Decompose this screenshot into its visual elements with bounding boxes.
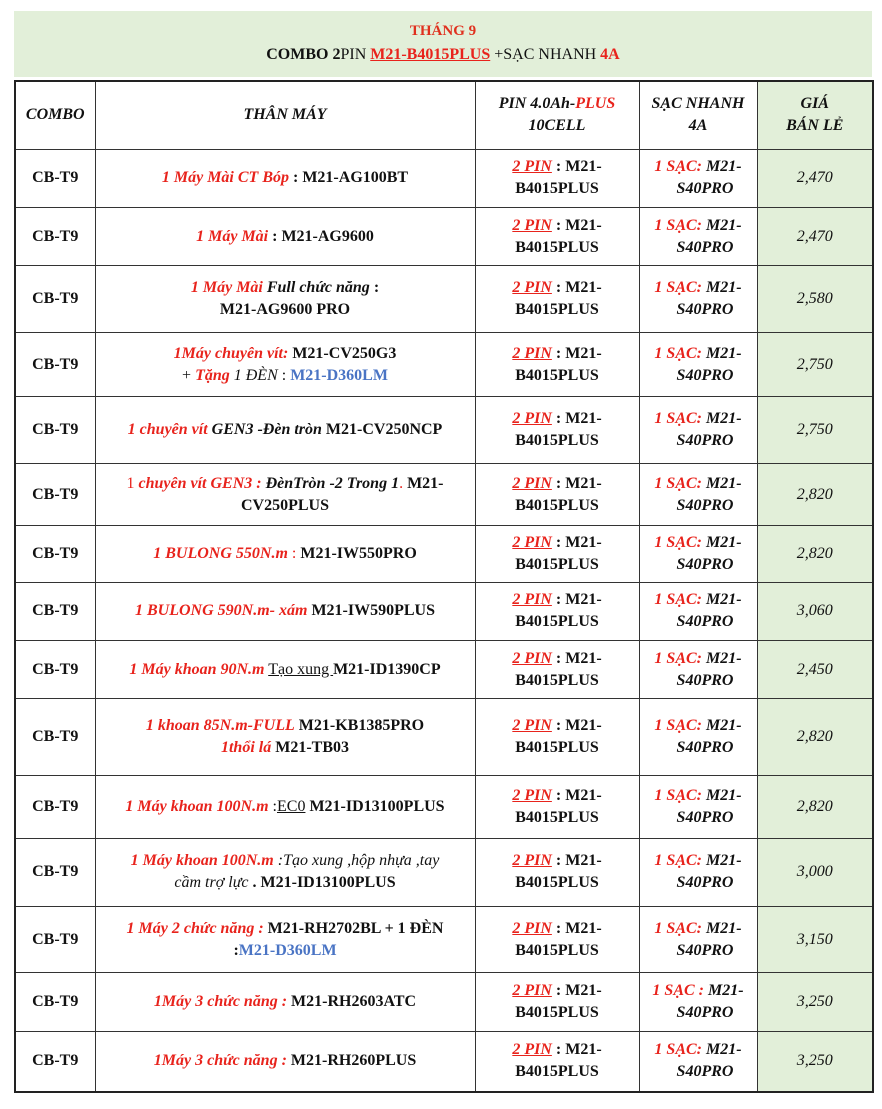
retail-price: 2,820	[757, 526, 873, 582]
battery-spec: 2 PIN : M21- B4015PLUS	[475, 207, 639, 265]
tool-body: 1Máy chuyên vít: M21-CV250G3 + Tặng 1 ĐÈN : M21-D360LM	[95, 332, 475, 396]
combo-code: CB-T9	[15, 397, 95, 463]
charger-spec: 1 SẠC: M21- S40PRO	[639, 582, 757, 640]
table-row	[15, 526, 873, 582]
battery-spec: 2 PIN : M21- B4015PLUS	[475, 776, 639, 838]
combo-code: CB-T9	[15, 582, 95, 640]
battery-spec: 2 PIN : M21- B4015PLUS	[475, 582, 639, 640]
charger-spec: 1 SẠC: M21- S40PRO	[639, 526, 757, 582]
table-row	[15, 582, 873, 640]
tool-body: 1 BULONG 590N.m- xám M21-IW590PLUS	[95, 582, 475, 640]
table-row	[15, 907, 873, 973]
tool-body: 1 Máy khoan 100N.m :EC0 M21-ID13100PLUS	[95, 776, 475, 838]
combo-code: CB-T9	[15, 973, 95, 1031]
combo-code: CB-T9	[15, 526, 95, 582]
combo-code: CB-T9	[15, 463, 95, 525]
tool-body: 1 Máy khoan 100N.m :Tạo xung ,hộp nhựa ,tay cầm trợ lực . M21-ID13100PLUS	[95, 838, 475, 907]
charger-amp: 4A	[600, 46, 620, 63]
combo-code: CB-T9	[15, 776, 95, 838]
header-row	[15, 81, 873, 149]
tool-body: 1 Máy Mài CT Bóp : M21-AG100BT	[95, 149, 475, 207]
table-row	[15, 207, 873, 265]
table-row	[15, 266, 873, 332]
retail-price: 2,470	[757, 207, 873, 265]
retail-price: 2,450	[757, 641, 873, 699]
battery-spec: 2 PIN : M21- B4015PLUS	[475, 332, 639, 396]
battery-spec: 2 PIN : M21- B4015PLUS	[475, 266, 639, 332]
charger-spec: 1 SẠC: M21- S40PRO	[639, 907, 757, 973]
battery-spec: 2 PIN : M21- B4015PLUS	[475, 907, 639, 973]
retail-price: 2,470	[757, 149, 873, 207]
battery-spec: 2 PIN : M21- B4015PLUS	[475, 149, 639, 207]
retail-price: 2,580	[757, 266, 873, 332]
charger-spec: 1 SẠC: M21- S40PRO	[639, 332, 757, 396]
table-row	[15, 973, 873, 1031]
combo-subtitle	[14, 46, 872, 64]
charger-spec: 1 SẠC: M21- S40PRO	[639, 641, 757, 699]
combo-code: CB-T9	[15, 332, 95, 396]
charger-spec: 1 SẠC: M21- S40PRO	[639, 149, 757, 207]
tool-body: 1Máy 3 chức năng : M21-RH2603ATC	[95, 973, 475, 1031]
table-row	[15, 463, 873, 525]
retail-price: 2,820	[757, 776, 873, 838]
month-title: THÁNG 9	[409, 23, 477, 39]
charger-spec: 1 SẠC : M21- S40PRO	[639, 973, 757, 1031]
battery-spec: 2 PIN : M21- B4015PLUS	[475, 699, 639, 776]
title-banner	[14, 11, 872, 77]
charger-text: +SẠC NHANH	[494, 46, 597, 63]
battery-model: M21-B4015PLUS	[370, 46, 491, 63]
battery-spec: 2 PIN : M21- B4015PLUS	[475, 397, 639, 463]
table-row	[15, 1031, 873, 1092]
combo-code: CB-T9	[15, 699, 95, 776]
combo-code: CB-T9	[15, 207, 95, 265]
retail-price: 2,820	[757, 463, 873, 525]
col-charger: SẠC NHANH 4A	[639, 81, 757, 149]
table-row	[15, 397, 873, 463]
tool-body: 1 khoan 85N.m-FULL M21-KB1385PRO 1thổi lá M21-TB03	[95, 699, 475, 776]
retail-price: 3,250	[757, 1031, 873, 1092]
col-combo: COMBO	[15, 81, 95, 149]
battery-spec: 2 PIN : M21- B4015PLUS	[475, 641, 639, 699]
col-pin: PIN 4.0Ah-PLUS 10CELL	[475, 81, 639, 149]
charger-spec: 1 SẠC: M21- S40PRO	[639, 207, 757, 265]
tool-body: 1 BULONG 550N.m : M21-IW550PRO	[95, 526, 475, 582]
battery-spec: 2 PIN : M21- B4015PLUS	[475, 1031, 639, 1092]
col-price: GIÁ BÁN LẺ	[757, 81, 873, 149]
charger-spec: 1 SẠC: M21- S40PRO	[639, 699, 757, 776]
battery-spec: 2 PIN : M21- B4015PLUS	[475, 838, 639, 907]
battery-spec: 2 PIN : M21- B4015PLUS	[475, 973, 639, 1031]
combo-code: CB-T9	[15, 907, 95, 973]
combo-word: PIN	[340, 46, 367, 63]
combo-code: CB-T9	[15, 266, 95, 332]
charger-spec: 1 SẠC: M21- S40PRO	[639, 838, 757, 907]
charger-spec: 1 SẠC: M21- S40PRO	[639, 1031, 757, 1092]
tool-body: 1 Máy Mài : M21-AG9600	[95, 207, 475, 265]
retail-price: 3,250	[757, 973, 873, 1031]
combo-code: CB-T9	[15, 838, 95, 907]
col-body: THÂN MÁY	[95, 81, 475, 149]
tool-body: 1 Máy khoan 90N.m Tạo xung M21-ID1390CP	[95, 641, 475, 699]
charger-spec: 1 SẠC: M21- S40PRO	[639, 266, 757, 332]
table-row	[15, 641, 873, 699]
retail-price: 2,750	[757, 397, 873, 463]
tool-body: 1 Máy Mài Full chức năng : M21-AG9600 PRO	[95, 266, 475, 332]
table-row	[15, 699, 873, 776]
charger-spec: 1 SẠC: M21- S40PRO	[639, 397, 757, 463]
tool-body: 1Máy 3 chức năng : M21-RH260PLUS	[95, 1031, 475, 1092]
table-row	[15, 332, 873, 396]
table-row	[15, 149, 873, 207]
table-row	[15, 838, 873, 907]
retail-price: 3,000	[757, 838, 873, 907]
retail-price: 2,750	[757, 332, 873, 396]
battery-spec: 2 PIN : M21- B4015PLUS	[475, 463, 639, 525]
retail-price: 2,820	[757, 699, 873, 776]
price-table	[14, 80, 874, 1093]
battery-spec: 2 PIN : M21- B4015PLUS	[475, 526, 639, 582]
retail-price: 3,150	[757, 907, 873, 973]
retail-price: 3,060	[757, 582, 873, 640]
combo-qty: 2	[332, 46, 341, 63]
tool-body: 1 chuyên vít GEN3 : ĐènTròn -2 Trong 1. M21- CV250PLUS	[95, 463, 475, 525]
charger-spec: 1 SẠC: M21- S40PRO	[639, 776, 757, 838]
charger-spec: 1 SẠC: M21- S40PRO	[639, 463, 757, 525]
tool-body: 1 Máy 2 chức năng : M21-RH2702BL + 1 ĐÈN :M21-D360LM	[95, 907, 475, 973]
combo-code: CB-T9	[15, 1031, 95, 1092]
combo-prefix: COMBO	[266, 46, 329, 63]
combo-code: CB-T9	[15, 641, 95, 699]
table-row	[15, 776, 873, 838]
tool-body: 1 chuyên vít GEN3 -Đèn tròn M21-CV250NCP	[95, 397, 475, 463]
combo-code: CB-T9	[15, 149, 95, 207]
